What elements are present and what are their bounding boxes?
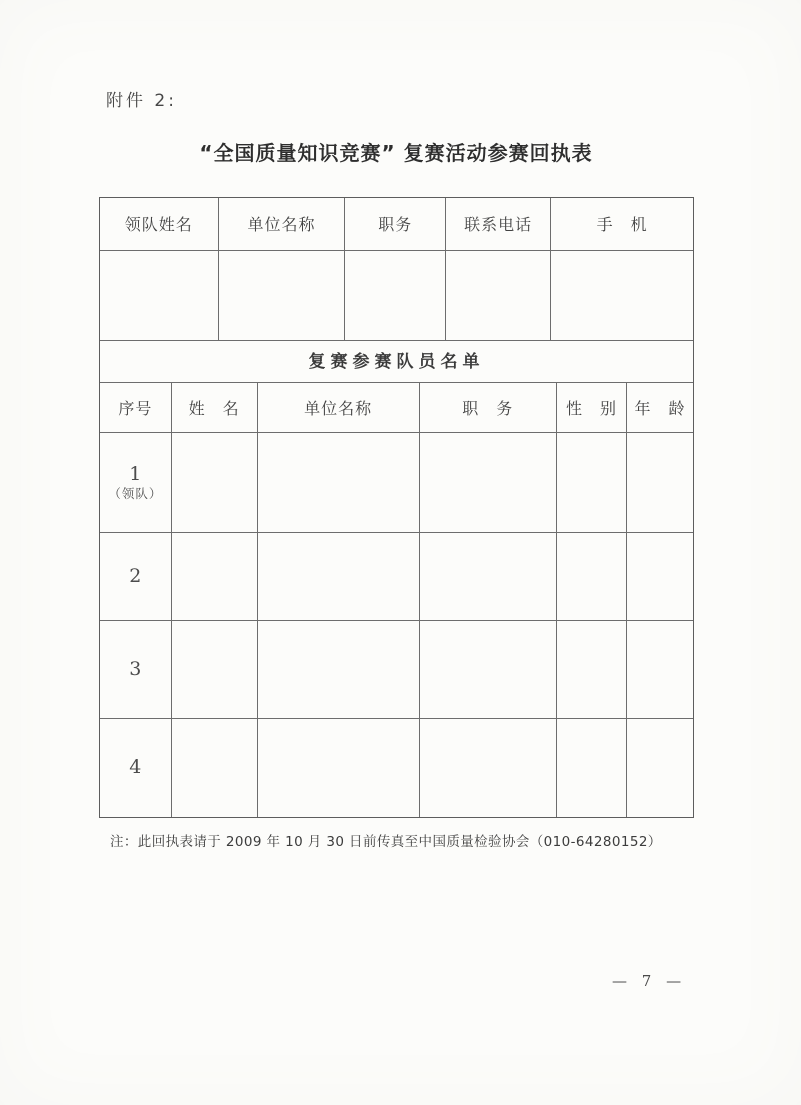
document-title: “全国质量知识竞赛” 复赛活动参赛回执表 xyxy=(199,141,593,165)
member-header-name: 姓 名 xyxy=(171,383,257,433)
member-unit-cell xyxy=(257,621,419,719)
leader-header-position: 职务 xyxy=(345,198,446,250)
member-age-cell xyxy=(627,533,693,621)
leader-header-mobile: 手 机 xyxy=(551,198,693,250)
member-header-no: 序号 xyxy=(100,383,171,433)
row-number: 3 xyxy=(129,657,142,680)
member-name-cell xyxy=(171,621,257,719)
member-gender-cell xyxy=(557,533,627,621)
member-position-cell xyxy=(419,433,557,533)
receipt-form-table xyxy=(99,197,694,818)
leader-header-phone: 联系电话 xyxy=(446,198,551,250)
member-roster-section-title: 复赛参赛队员名单 xyxy=(100,341,693,383)
member-gender-cell xyxy=(557,621,627,719)
row-number-cell xyxy=(100,621,171,719)
attachment-label: 附件 2: xyxy=(106,91,177,111)
leader-header-row xyxy=(100,198,693,250)
member-gender-cell xyxy=(557,719,627,817)
member-position-cell xyxy=(419,621,557,719)
member-age-cell xyxy=(627,433,693,533)
leader-info-table xyxy=(100,198,693,341)
member-position-cell xyxy=(419,533,557,621)
row-number-cell xyxy=(100,719,171,817)
member-header-gender: 性 别 xyxy=(557,383,627,433)
leader-header-name: 领队姓名 xyxy=(100,198,218,250)
row-number: 1 xyxy=(129,462,142,485)
member-roster-table xyxy=(100,383,693,817)
page-number: — 7 — xyxy=(612,972,687,990)
member-header-row xyxy=(100,383,693,433)
row-leader-label: （领队） xyxy=(108,486,163,502)
row-number-cell xyxy=(100,433,171,533)
leader-mobile-cell xyxy=(551,250,693,340)
member-age-cell xyxy=(627,719,693,817)
member-row xyxy=(100,533,693,621)
member-position-cell xyxy=(419,719,557,817)
leader-position-cell xyxy=(345,250,446,340)
member-unit-cell xyxy=(257,533,419,621)
leader-phone-cell xyxy=(446,250,551,340)
leader-name-cell xyxy=(100,250,218,340)
row-number: 2 xyxy=(129,564,142,587)
member-row xyxy=(100,433,693,533)
member-header-age: 年 龄 xyxy=(627,383,693,433)
leader-header-unit: 单位名称 xyxy=(218,198,345,250)
leader-input-row xyxy=(100,250,693,340)
row-number-cell xyxy=(100,533,171,621)
member-unit-cell xyxy=(257,719,419,817)
row-number: 4 xyxy=(129,755,142,778)
member-row xyxy=(100,621,693,719)
member-name-cell xyxy=(171,433,257,533)
member-gender-cell xyxy=(557,433,627,533)
member-header-position: 职 务 xyxy=(419,383,557,433)
member-name-cell xyxy=(171,719,257,817)
fax-note: 注：此回执表请于 2009 年 10 月 30 日前传真至中国质量检验协会（010-64280152） xyxy=(110,834,662,850)
member-row xyxy=(100,719,693,817)
leader-unit-cell xyxy=(218,250,345,340)
member-unit-cell xyxy=(257,433,419,533)
member-name-cell xyxy=(171,533,257,621)
member-header-unit: 单位名称 xyxy=(257,383,419,433)
member-age-cell xyxy=(627,621,693,719)
